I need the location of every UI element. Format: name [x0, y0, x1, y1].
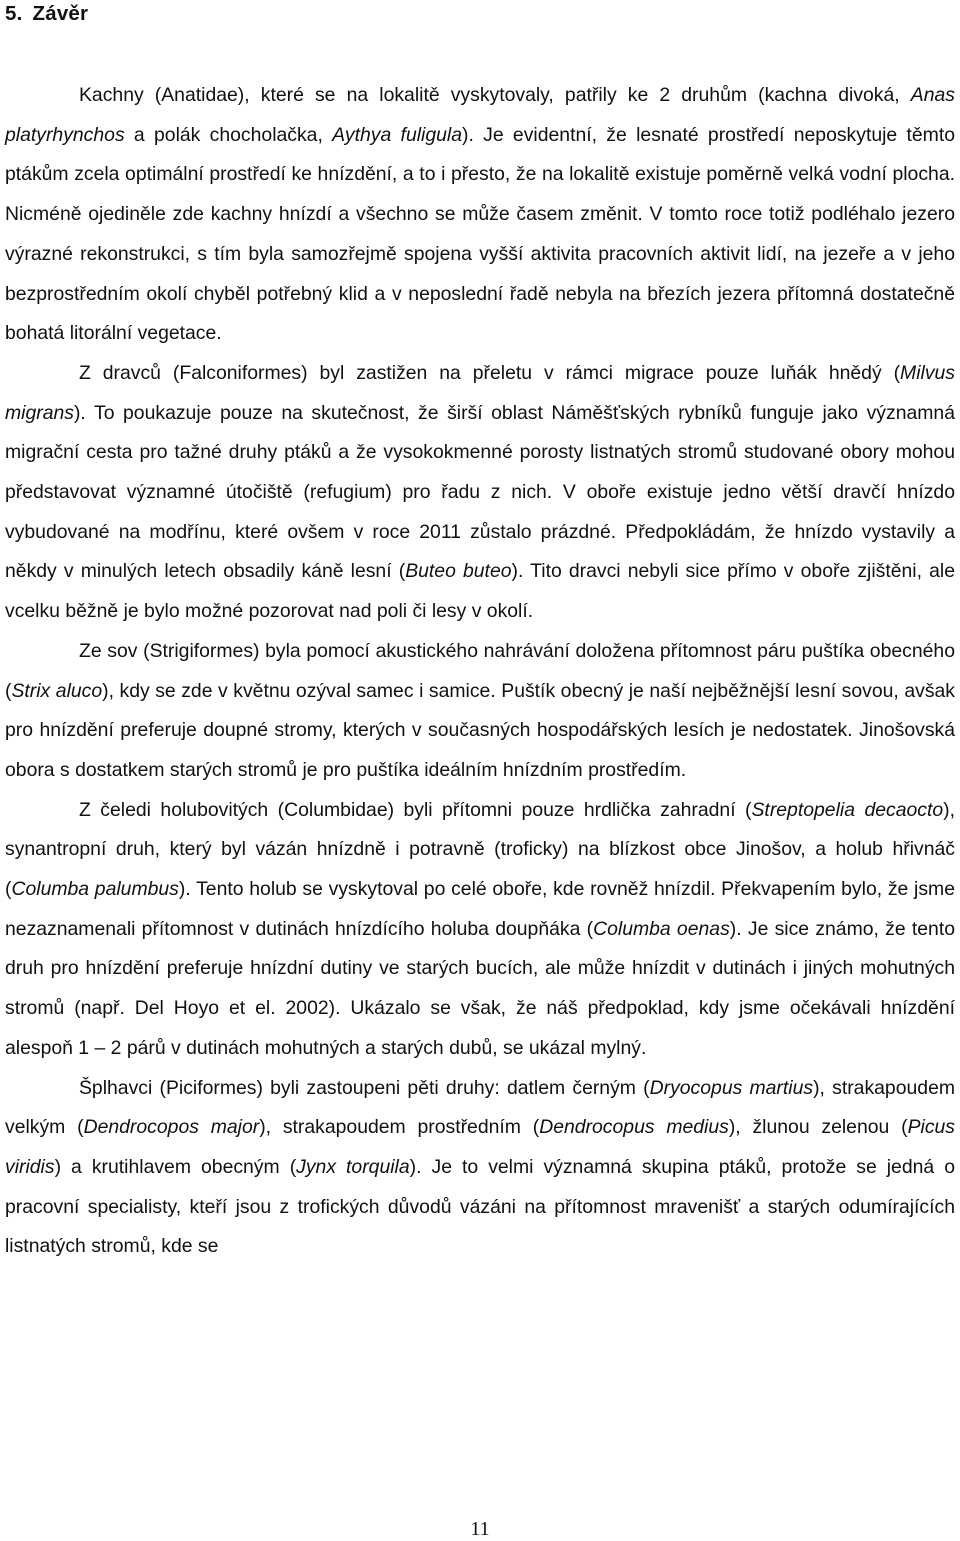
section-heading — [5, 0, 955, 25]
species-name: Anas platyrhynchos — [5, 84, 955, 146]
text-run: a polák chocholačka, — [124, 123, 333, 146]
text-run: ), strakapoudem prostředním ( — [259, 1116, 540, 1139]
species-name: Buteo buteo — [405, 560, 512, 583]
species-name: Strix aluco — [11, 679, 103, 702]
paragraph — [5, 791, 955, 1069]
text-run: ). Je to velmi významná skupina ptáků, protože se jedná o pracovní specialisty, kteří jsou z trofických důvodů vázáni na přítomnost mravenišť a starých odumírajících listnatých stromů, kde se — [5, 1155, 955, 1258]
document-page — [5, 0, 956, 1258]
text-run: ) a krutihlavem obecným ( — [54, 1155, 297, 1178]
species-name: Dryocopus martius — [649, 1076, 814, 1099]
text-run: ), synantropní druh, který byl vázán hnízdně i potravně (troficky) na blízkost obce Jinošov, a holub hřivnáč ( — [5, 798, 955, 901]
paragraph — [5, 354, 955, 632]
paragraph — [5, 76, 955, 354]
species-name: Columba oenas — [593, 917, 730, 940]
text-run: ), žlunou zelenou ( — [728, 1116, 908, 1139]
species-name: Streptopelia decaocto — [751, 798, 944, 821]
text-run: Z dravců (Falconiformes) byl zastižen na přeletu v rámci migrace pouze luňák hnědý ( — [79, 361, 901, 384]
species-name: Milvus migrans — [5, 361, 955, 424]
section-number: 5. — [5, 2, 23, 25]
text-run: Z čeledi holubovitých (Columbidae) byli přítomni pouze hrdlička zahradní ( — [79, 798, 752, 821]
text-run: Šplhavci (Piciformes) byli zastoupeni pěti druhy: datlem černým ( — [79, 1076, 650, 1099]
species-name: Jynx torquila — [296, 1155, 410, 1178]
species-name: Aythya fuligula — [332, 123, 463, 146]
species-name: Dendrocopos major — [83, 1116, 260, 1139]
text-run: ), strakapoudem velkým ( — [5, 1076, 956, 1139]
page-number: 11 — [470, 1518, 490, 1540]
species-name: Picus viridis — [5, 1116, 955, 1178]
species-name: Columba palumbus — [11, 878, 179, 901]
text-run: ). Je evidentní, že lesnaté prostředí neposkytuje těmto ptákům zcela optimální prostředí ke hnízdění, a to i přesto, že na lokalitě existuje poměrně velká vodní plocha. Nicméně ojediněle zde kachny hnízdí a všechno se může časem změnit. V tomto roce totiž podléhalo jezero výrazné rekonstrukci, s tím byla samozřejmě spojena vyšší aktivita pracovních aktivit lidí, na jezeře a v jeho bezprostředním okolí chyběl potřebný klid a v neposlední řadě nebyla na březích jezera přítomná dostatečně bohatá litorální vegetace. — [5, 123, 955, 345]
body-text — [5, 76, 955, 1267]
text-run: ). Tito dravci nebyli sice přímo v oboře zjištěni, ale vcelku běžně je bylo možné pozorovat nad poli či lesy v okolí. — [5, 560, 956, 623]
species-name: Dendrocopus medius — [539, 1116, 729, 1139]
text-run: ). Tento holub se vyskytoval po celé oboře, kde rovněž hnízdil. Překvapením bylo, že jsme nezaznamenali přítomnost v dutinách hnízdícího holuba doupňáka ( — [5, 878, 955, 940]
text-run: ). Je sice známo, že tento druh pro hnízdění preferuje hnízdní dutiny ve starých bucích, ale může hnízdit v dutinách i jiných mohutných stromů (např. Del Hoyo et el. 2002). Ukázalo se však, že náš předpoklad, kdy jsme očekávali hnízdění alespoň 1 – 2 párů v dutinách mohutných a starých dubů, se ukázal mylný. — [5, 917, 955, 1059]
text-run: ), kdy se zde v květnu ozýval samec i samice. Puštík obecný je naší nejběžnější lesní sovou, avšak pro hnízdění preferuje doupné stromy, kterých v současných hospodářských lesích je nedostatek. Jinošovská obora s dostatkem starých stromů je pro puštíka ideálním hnízdním prostředím. — [5, 679, 955, 781]
section-title: Závěr — [32, 2, 89, 25]
paragraph — [5, 632, 955, 791]
paragraph — [5, 1069, 955, 1268]
text-run: Kachny (Anatidae), které se na lokalitě vyskytovaly, patřily ke 2 druhům (kachna divoká, — [79, 84, 911, 106]
text-run: Ze sov (Strigiformes) byla pomocí akustického nahrávání doložena přítomnost páru puštíka obecného ( — [5, 639, 955, 702]
text-run: ). To poukazuje pouze na skutečnost, že širší oblast Náměšťských rybníků funguje jako významná migrační cesta pro tažné druhy ptáků a že vysokokmenné porosty listnatých stromů studované obory mohou představovat významné útočiště (refugium) pro řadu z nich. V oboře existuje jedno větší dravčí hnízdo vybudované na modřínu, které ovšem v roce 2011 zůstalo prázdné. Předpokládám, že hnízdo vystavily a někdy v minulých letech obsadily káně lesní ( — [5, 401, 955, 583]
